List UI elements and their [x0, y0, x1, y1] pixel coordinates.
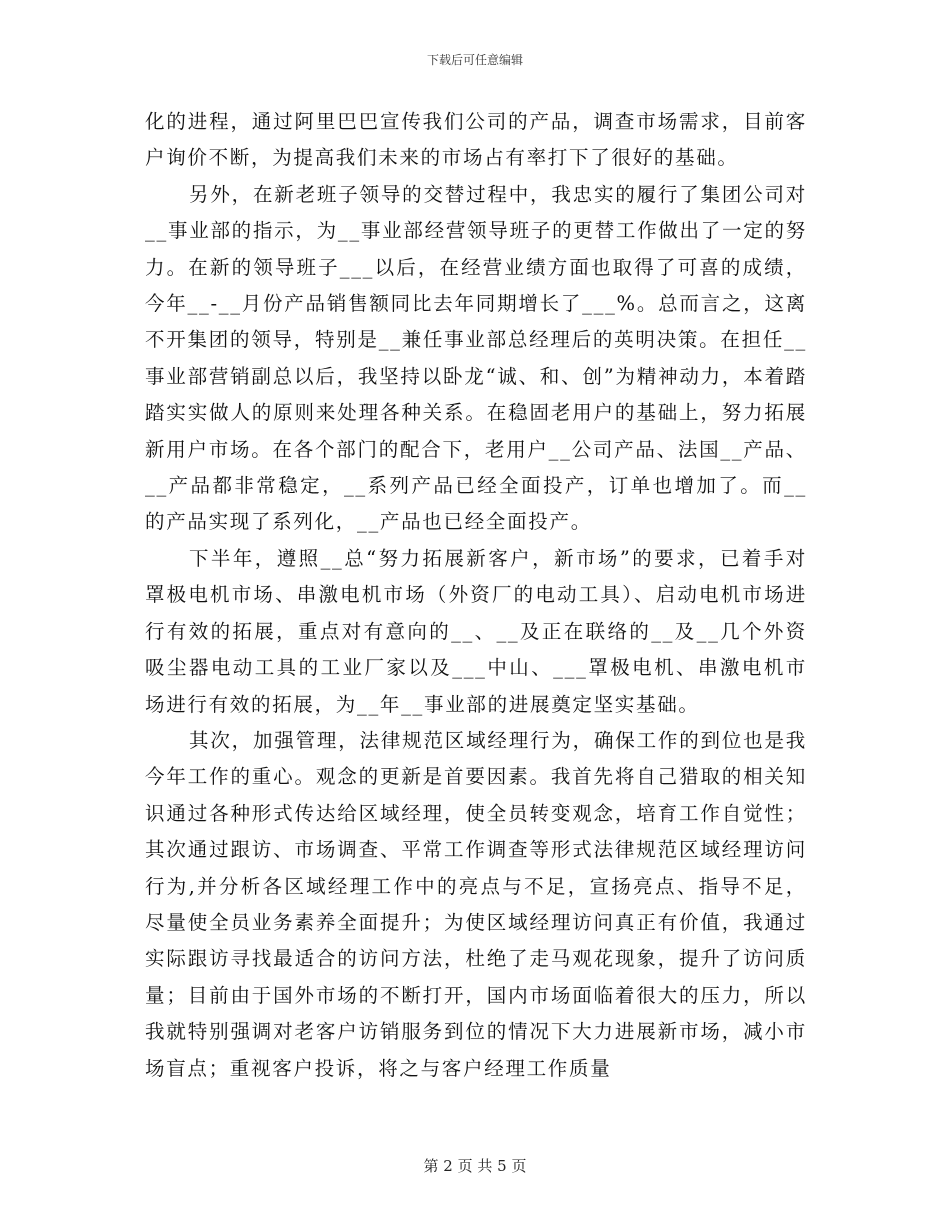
paragraph-leadership-transition: 另外，在新老班子领导的交替过程中，我忠实的履行了集团公司对__事业部的指示，为__事业部经营领导班子的更替工作做出了一定的努力。在新的领导班子___以后，在经营业绩方面也取得了可喜的成绩，今年__-__月份产品销售额同比去年同期增长了___%。总而言之，这离不开集团的领导，特别是__兼任事业部总经理后的英明决策。在担任__事业部营销副总以后，我坚持以卧龙“诚、和、创”为精神动力，本着踏踏实实做人的原则来处理各种关系。在稳固老用户的基础上，努力拓展新用户市场。在各个部门的配合下，老用户__公司产品、法国__产品、__产品都非常稳定，__系列产品已经全面投产，订单也增加了。而__的产品实现了系列化，__产品也已经全面投产。	[145, 182, 807, 534]
page-header: 下载后可任意编辑	[426, 53, 523, 67]
paragraph-management: 其次，加强管理，法律规范区域经理行为，确保工作的到位也是我今年工作的重心。观念的更新是首要因素。我首先将自己猎取的相关知识通过各种形式传达给区域经理，使全员转变观念，培育工作自觉性；其次通过跟访、市场调查、平常工作调查等形式法律规范区域经理访问行为,并分析各区域经理工作中的亮点与不足，宣扬亮点、指导不足，尽量使全员业务素养全面提升；为使区域经理访问真正有价值，我通过实际跟访寻找最适合的访问方法，杜绝了走马观花现象，提升了访问质量；目前由于国外市场的不断打开，国内市场面临着很大的压力，所以我就特别强调对老客户访销服务到位的情况下大力进展新市场，减小市场盲点；重视客户投诉，将之与客户经理工作质量	[145, 728, 807, 1080]
paragraph-continuation: 化的进程，通过阿里巴巴宣传我们公司的产品，调查市场需求，目前客户询价不断，为提高我们未来的市场占有率打下了很好的基础。	[145, 110, 807, 170]
paragraph-second-half-year: 下半年，遵照__总“努力拓展新客户，新市场”的要求，已着手对罩极电机市场、串激电机市场（外资厂的电动工具）、启动电机市场进行有效的拓展，重点对有意向的__、__及正在联络的__及__几个外资吸尘器电动工具的工业厂家以及___中山、___罩极电机、串激电机市场进行有效的拓展，为__年__事业部的进展奠定坚实基础。	[145, 546, 807, 716]
page-number-footer: 第 2 页 共 5 页	[423, 1157, 527, 1175]
document-body	[145, 104, 807, 1087]
